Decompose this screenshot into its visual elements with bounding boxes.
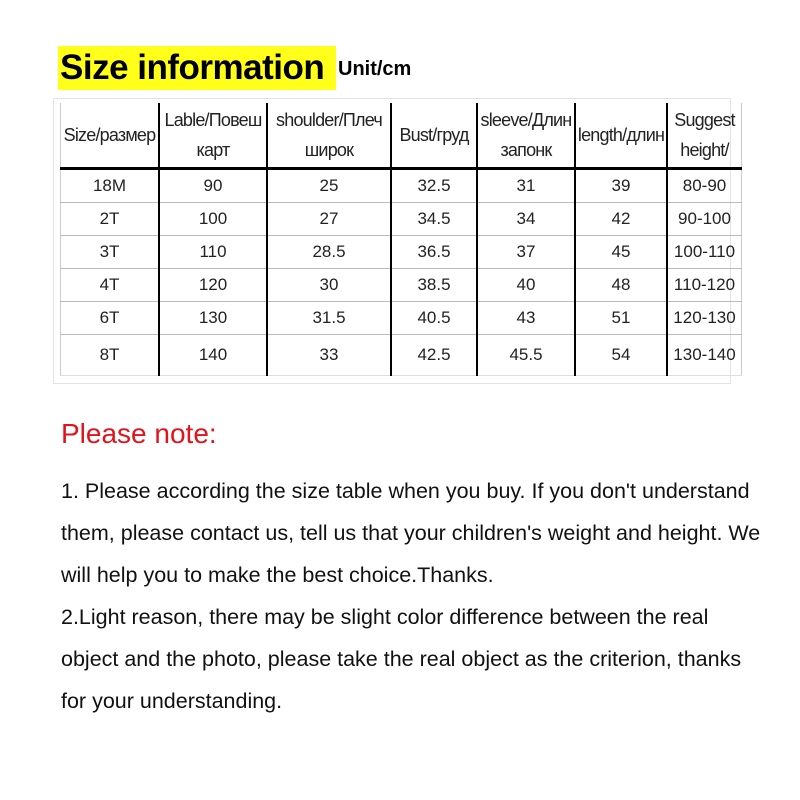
table-cell: 34.5 — [391, 203, 477, 236]
table-row — [61, 302, 742, 335]
table-cell: 48 — [575, 269, 667, 302]
table-cell: 130 — [159, 302, 267, 335]
table-cell: 42 — [575, 203, 667, 236]
table-cell: 100 — [159, 203, 267, 236]
size-table — [60, 103, 742, 376]
header-line: sleeve/Длин — [480, 110, 572, 130]
table-cell: 28.5 — [267, 236, 391, 269]
table-cell: 80-90 — [667, 169, 742, 203]
header-line: широк — [304, 140, 354, 160]
size-info-title: Size information — [58, 46, 336, 90]
notes — [61, 470, 761, 722]
header-row — [61, 103, 742, 169]
table-cell: 90 — [159, 169, 267, 203]
column-header — [391, 103, 477, 169]
table-cell: 36.5 — [391, 236, 477, 269]
header-line: карт — [196, 140, 230, 160]
column-header — [575, 103, 667, 169]
table-row — [61, 335, 742, 376]
table-cell: 4T — [61, 269, 160, 302]
table-cell: 39 — [575, 169, 667, 203]
table-cell: 27 — [267, 203, 391, 236]
table-cell: 120 — [159, 269, 267, 302]
column-header — [477, 103, 575, 169]
header-line: Size/размер — [63, 125, 156, 145]
header-line: запонк — [500, 140, 552, 160]
table-cell: 140 — [159, 335, 267, 376]
table-cell: 25 — [267, 169, 391, 203]
header-line: length/длин — [577, 125, 665, 145]
column-header — [159, 103, 267, 169]
header-line: Suggest — [674, 110, 735, 130]
note-1: 1. Please according the size table when you buy. If you don't understand them, please contact us, tell us that your children's weight and height. We will help you to make the best choice.Thanks. — [61, 479, 761, 587]
table-cell: 90-100 — [667, 203, 742, 236]
table-cell: 100-110 — [667, 236, 742, 269]
table-cell: 43 — [477, 302, 575, 335]
table-cell: 30 — [267, 269, 391, 302]
table-cell: 38.5 — [391, 269, 477, 302]
table-cell: 110-120 — [667, 269, 742, 302]
table-cell: 130-140 — [667, 335, 742, 376]
column-header — [267, 103, 391, 169]
column-header — [61, 103, 160, 169]
note-heading: Please note: — [61, 418, 217, 449]
header-line: height/ — [680, 140, 729, 160]
table-cell: 33 — [267, 335, 391, 376]
table-cell: 37 — [477, 236, 575, 269]
table-row — [61, 203, 742, 236]
table-cell: 34 — [477, 203, 575, 236]
table-cell: 40 — [477, 269, 575, 302]
table-cell: 32.5 — [391, 169, 477, 203]
header-line: Lable/Повеш — [164, 110, 262, 130]
table-cell: 31 — [477, 169, 575, 203]
table-cell: 3T — [61, 236, 160, 269]
table-cell: 51 — [575, 302, 667, 335]
table-cell: 42.5 — [391, 335, 477, 376]
table-cell: 31.5 — [267, 302, 391, 335]
table-cell: 18M — [61, 169, 160, 203]
header-line: Bust/груд — [399, 125, 469, 145]
table-cell: 45 — [575, 236, 667, 269]
table-cell: 120-130 — [667, 302, 742, 335]
table-cell: 54 — [575, 335, 667, 376]
table-cell: 45.5 — [477, 335, 575, 376]
table-row — [61, 169, 742, 203]
table-cell: 110 — [159, 236, 267, 269]
column-header — [667, 103, 742, 169]
table-cell: 2T — [61, 203, 160, 236]
table-row — [61, 236, 742, 269]
header-line: shoulder/Плеч — [276, 110, 382, 130]
unit-label: Unit/cm — [338, 58, 412, 80]
note-2: 2.Light reason, there may be slight color difference between the real object and the photo, please take the real object as the criterion, thanks for your understanding. — [61, 605, 742, 713]
table-row — [61, 269, 742, 302]
table-cell: 40.5 — [391, 302, 477, 335]
table-cell: 6T — [61, 302, 160, 335]
table-cell: 8T — [61, 335, 160, 376]
